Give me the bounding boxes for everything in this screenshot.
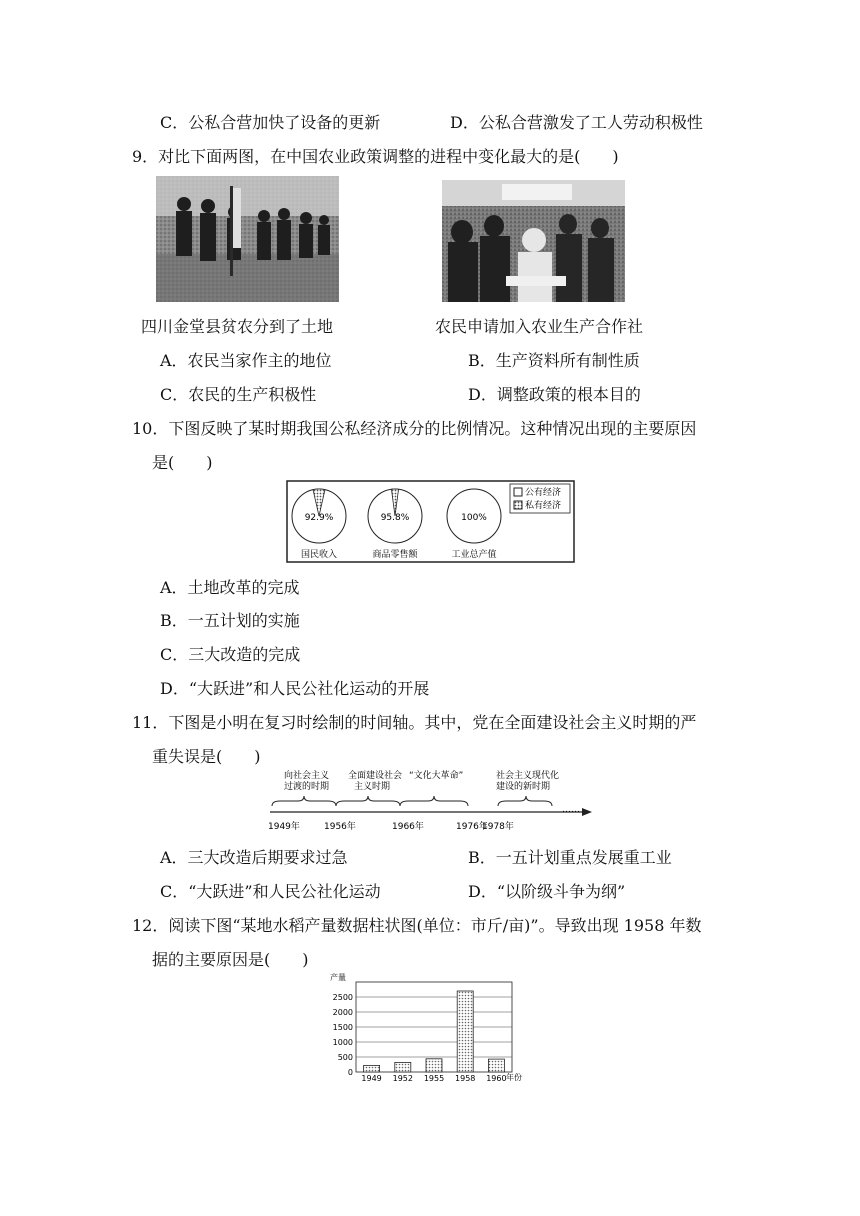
history-timeline <box>262 768 598 834</box>
bar-chart-xlabel: 年份 <box>506 1073 522 1082</box>
year-1976: 1976年 <box>456 822 488 832</box>
period1-line2: 过渡的时期 <box>284 782 330 792</box>
bar-xtick-label: 1960 <box>486 1074 507 1083</box>
pie-2-category-label: 商品零售额 <box>372 550 418 560</box>
year-1956: 1956年 <box>324 822 356 832</box>
q9-option-c: C．农民的生产积极性 <box>160 385 317 404</box>
bar-ytick-label: 1500 <box>332 1023 353 1032</box>
period2-line2: 主义时期 <box>354 782 391 792</box>
bar-1949 <box>364 1065 380 1072</box>
bar-ytick-label: 2000 <box>332 1008 353 1017</box>
bar-ytick-label: 500 <box>337 1053 353 1062</box>
pie-3-category-label: 工业总产值 <box>451 550 497 560</box>
period2-line1: 全面建设社会 <box>348 771 403 781</box>
timeline-ellipsis: …… <box>562 805 580 815</box>
legend-public-swatch <box>514 488 522 496</box>
bar-1960 <box>488 1059 504 1072</box>
q11-option-b: B．一五计划重点发展重工业 <box>468 848 672 867</box>
cooperative-photo <box>442 180 625 302</box>
q11-stem-line2: 重失误是( ) <box>152 747 261 766</box>
q10-option-c: C．三大改造的完成 <box>160 645 301 664</box>
q9-option-a: A．农民当家作主的地位 <box>160 351 332 370</box>
q11-stem-line1: 11．下图是小明在复习时绘制的时间轴。其中，党在全面建设社会主义时期的严 <box>132 713 697 732</box>
q8-option-c: C．公私合营加快了设备的更新 <box>160 113 381 132</box>
period3-label: “文化大革命” <box>409 771 464 781</box>
bar-xtick-label: 1949 <box>361 1074 382 1083</box>
bar-xtick-label: 1958 <box>455 1074 476 1083</box>
q11-option-c: C．“大跃进”和人民公社化运动 <box>160 882 381 901</box>
q12-stem-line2: 据的主要原因是( ) <box>152 950 309 969</box>
q10-stem-line1: 10．下图反映了某时期我国公私经济成分的比例情况。这种情况出现的主要原因 <box>132 419 697 438</box>
legend-private-swatch <box>514 501 522 509</box>
bar-ytick-label: 2500 <box>332 993 353 1002</box>
q9-caption-left: 四川金堂县贫农分到了土地 <box>141 317 334 336</box>
year-1966: 1966年 <box>392 822 424 832</box>
rice-yield-bar-chart <box>326 970 532 1086</box>
q11-option-d: D．“以阶级斗争为纲” <box>468 882 626 901</box>
bar-1958 <box>457 991 473 1072</box>
bar-chart-ylabel: 产量 <box>330 973 346 982</box>
bar-ytick-label: 0 <box>347 1068 353 1077</box>
q9-option-d: D．调整政策的根本目的 <box>468 385 641 404</box>
q9-caption-right: 农民申请加入农业生产合作社 <box>435 317 644 336</box>
q10-stem-line2: 是( ) <box>152 453 213 472</box>
q11-option-a: A．三大改造后期要求过急 <box>160 848 348 867</box>
bar-1952 <box>395 1062 411 1072</box>
period4-line1: 社会主义现代化 <box>496 771 560 781</box>
q10-option-d: D．“大跃进”和人民公社化运动的开展 <box>160 679 430 698</box>
bar-xtick-label: 1952 <box>392 1074 413 1083</box>
q10-option-a: A．土地改革的完成 <box>160 578 300 597</box>
q8-option-d: D．公私合营激发了工人劳动积极性 <box>450 113 703 132</box>
pie-2-value-label: 95.8% <box>380 513 410 523</box>
q9-option-b: B．生产资料所有制性质 <box>468 351 640 370</box>
pie-1-category-label: 国民收入 <box>300 550 338 560</box>
bar-xtick-label: 1955 <box>423 1074 445 1083</box>
period1-line1: 向社会主义 <box>284 771 330 781</box>
legend-public: 公有经济 <box>525 488 562 498</box>
ownership-pie-chart <box>286 480 576 564</box>
period4-line2: 建设的新时期 <box>496 782 551 792</box>
legend-private: 私有经济 <box>525 501 562 511</box>
year-1949: 1949年 <box>268 822 300 832</box>
q12-stem-line1: 12．阅读下图“某地水稻产量数据柱状图(单位：市斤/亩)”。导致出现 1958 年数 <box>132 916 702 935</box>
q9-stem: 9．对比下面两图，在中国农业政策调整的进程中变化最大的是( ) <box>132 147 619 166</box>
q10-option-b: B．一五计划的实施 <box>160 611 300 630</box>
year-1978: 1978年 <box>482 822 514 832</box>
bar-ytick-label: 1000 <box>332 1038 353 1047</box>
pie-1-value-label: 92.9% <box>304 513 334 523</box>
bar-1955 <box>426 1059 442 1072</box>
pie-3-value-label: 100% <box>461 513 487 523</box>
land-reform-photo <box>156 176 339 302</box>
